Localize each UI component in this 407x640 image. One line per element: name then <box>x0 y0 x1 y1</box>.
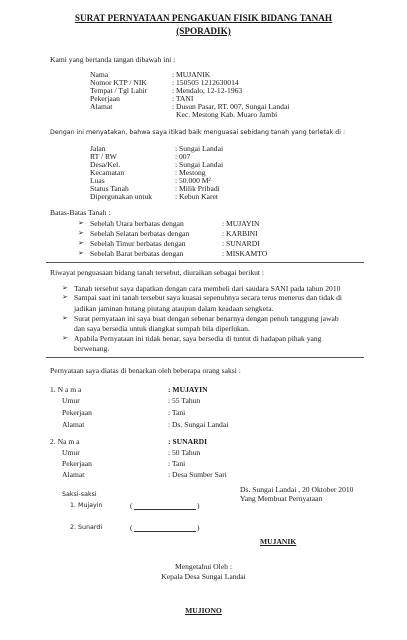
history-heading: Riwayat penguasaan bidang tanah tersebut, diuraikan sebagai berikut : <box>50 268 265 277</box>
history-line: Apabila Pernyataan ini tidak benar, saya bersedia di tuntut di hadapan pihak yang <box>74 334 322 343</box>
arrow-icon: ➢ <box>62 284 68 292</box>
signatures-heading: Saksi-saksi <box>62 491 97 498</box>
identity-value: : Mendalo, 12-12-1963 <box>172 86 243 95</box>
document-subtitle: (SPORADIK) <box>176 26 231 36</box>
signature-blank <box>134 501 196 510</box>
witness-label: Pekerjaan <box>62 408 92 417</box>
border-value: : KARBINI <box>222 229 258 238</box>
separator-line <box>46 262 364 263</box>
borders-heading: Batas-Batas Tanah : <box>50 208 111 217</box>
arrow-icon: ➢ <box>78 229 84 237</box>
land-value: : Milik Pribadi <box>175 184 220 193</box>
identity-label: Nama <box>90 70 109 79</box>
land-value: : Kebun Karet <box>175 192 219 201</box>
identity-label: Alamat <box>90 102 113 111</box>
arrow-icon: ➢ <box>78 219 84 227</box>
arrow-icon: ➢ <box>78 249 84 257</box>
signature-close-paren: ) <box>197 501 200 510</box>
border-label: Sebelah Utara berbatas dengan <box>90 219 184 228</box>
history-line: jadikan jaminan hutang piutang ataupun dalam keadaan sengketa. <box>74 304 274 313</box>
land-value: : Mestong <box>175 168 206 177</box>
identity-label: Nomor KTP / NIK <box>90 78 147 87</box>
signer-name: MUJANIK <box>260 537 297 546</box>
arrow-icon: ➢ <box>62 334 68 342</box>
land-label: Desa/Kel. <box>90 160 121 169</box>
land-label: Dipergunakan untuk <box>90 192 153 201</box>
witness-name-value: : SUNARDI <box>168 437 208 446</box>
land-value: : Sungai Landai <box>175 160 224 169</box>
witness-value: : Tani <box>168 459 186 468</box>
identity-value: : 150505 1212630014 <box>172 78 239 87</box>
land-value: : 50.000 M² <box>175 176 211 185</box>
land-value: : Sungai Landai <box>175 144 224 153</box>
witness-label: Umur <box>62 396 80 405</box>
arrow-icon: ➢ <box>62 293 68 301</box>
border-label: Sebelah Timur berbatas dengan <box>90 239 186 248</box>
arrow-icon: ➢ <box>62 314 68 322</box>
land-label: RT / RW <box>90 152 117 161</box>
witness-label: Pekerjaan <box>62 459 92 468</box>
witness-name-label: 2. Na m a <box>50 437 80 446</box>
witness-label: Umur <box>62 448 80 457</box>
witness-name-value: : MUJAYIN <box>168 385 208 394</box>
known-by: Mengetahui Oleh : <box>175 562 232 571</box>
border-value: : SUNARDI <box>222 239 260 248</box>
identity-value: : MUJANIK <box>172 70 211 79</box>
history-line: dan saya bersedia untuk diangkat sumpah bila diperlukan. <box>74 324 250 333</box>
identity-value: : TANI <box>172 94 194 103</box>
land-label: Jalan <box>90 144 106 153</box>
witness-value: : Tani <box>168 408 186 417</box>
statement-text: Dengan ini menyatakan, bahwa saya itikad baik menguasai sebidang tanah yang terletak di : <box>50 129 346 136</box>
land-value: : 007 <box>175 152 191 161</box>
signature-label: 2. Sunardi <box>70 524 103 531</box>
border-value: : MUJAYIN <box>222 219 260 228</box>
document-title: SURAT PERNYATAAN PENGAKUAN FISIK BIDANG TANAH <box>74 13 333 23</box>
history-line: berwenang. <box>74 344 110 353</box>
witness-value: : Desa Sumber Sari <box>168 470 227 479</box>
border-value: : MISKAMTO <box>222 249 268 258</box>
border-label: Sebelah Barat berbatas dengan <box>90 249 184 258</box>
witness-heading: Pernyataan saya diatas di benarkan oleh beberapa orang saksi : <box>50 366 241 375</box>
signature-open-paren: ( <box>130 523 133 532</box>
witness-label: Alamat <box>62 470 85 479</box>
identity-label: Tempat / Tgl Lahir <box>90 86 148 95</box>
arrow-icon: ➢ <box>78 239 84 247</box>
land-label: Luas <box>90 176 105 185</box>
identity-value: : Dusun Pasar, RT. 007, Sungai Landai <box>172 102 290 111</box>
identity-label: Pekerjaan <box>90 94 120 103</box>
signature-blank <box>134 523 196 532</box>
border-label: Sebelah Selatan berbatas dengan <box>90 229 190 238</box>
signature-label: 1. Mujayin <box>70 502 103 509</box>
intro-text: Kami yang bertanda tangan dibawah ini : <box>50 55 176 64</box>
signature-close-paren: ) <box>197 523 200 532</box>
history-line: Surat pernyataan ini saya buat dengan sebenar benarnya dengan penuh tanggung jawab <box>74 314 339 323</box>
witness-value: : Ds. Sungai Landai <box>168 420 229 429</box>
witness-value: : 50 Tahun <box>168 448 201 457</box>
village-head-name: MUJIONO <box>185 606 222 615</box>
identity-value: Kec. Mestong Kab. Muaro Jambi <box>176 110 278 119</box>
separator-line <box>46 357 364 358</box>
land-label: Status Tanah <box>90 184 129 193</box>
land-label: Kecamatan <box>90 168 125 177</box>
history-line: Tanah tersebut saya dapatkan dengan cara membeli dari saudara SANI pada tahun 2010 <box>74 284 341 293</box>
witness-label: Alamat <box>62 420 85 429</box>
place-date: Ds. Sungai Landai , 20 Oktober 2010 <box>240 485 354 494</box>
witness-value: : 55 Tahun <box>168 396 201 405</box>
history-line: Sampai saat ini tanah tersebut saya kuasai sepenuhnya secara terus menerus dan tidak di <box>74 293 343 302</box>
signer-caption: Yang Membuat Pernyataan <box>240 494 323 503</box>
signature-open-paren: ( <box>130 501 133 510</box>
witness-name-label: 1. N a m a <box>50 385 82 394</box>
known-by-title: Kepala Desa Sungai Landai <box>161 572 246 581</box>
